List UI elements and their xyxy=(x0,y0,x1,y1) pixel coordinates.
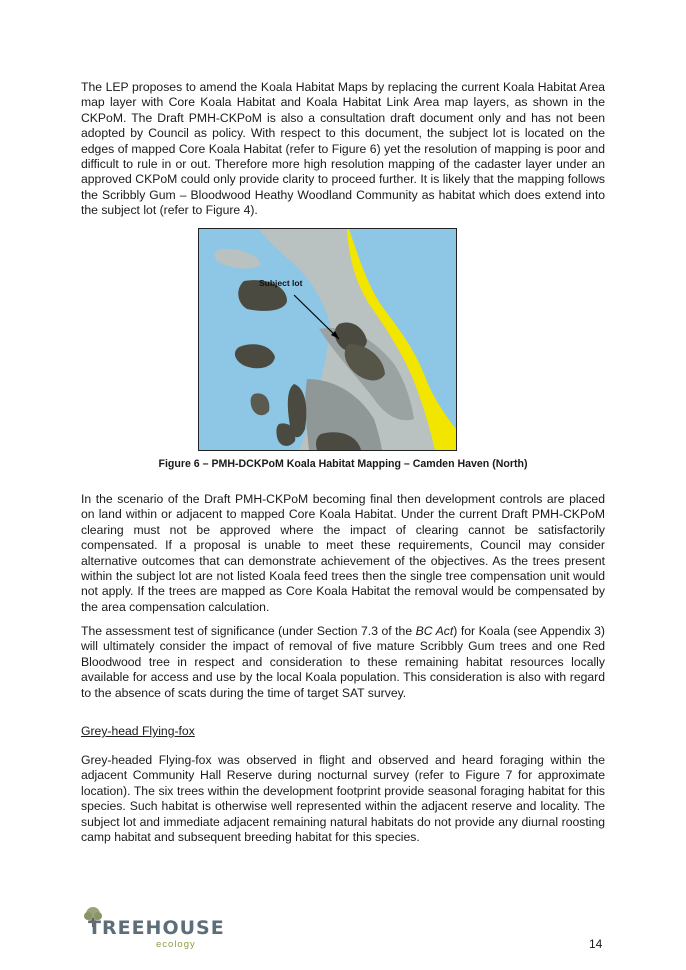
assessment-paragraph xyxy=(81,624,605,701)
map-image xyxy=(199,229,456,450)
logo-subtitle: ecology xyxy=(156,939,196,950)
koala-habitat-map xyxy=(198,228,457,451)
assessment-text-end: ) for Koala (see Appendix 3) will ultimately consider the impact of removal of five mature Scribbly Gum trees and one Red Bloodwood tree in respect and consideration to these remaining habitat resources locally available for access and use by the local Koala population. This consideration is also with regard to the absence of scats during the time of target SAT survey. xyxy=(81,624,605,700)
scenario-paragraph: In the scenario of the Draft PMH-CKPoM becoming final then development controls are placed on land within or adjacent to mapped Core Koala Habitat. Under the current Draft PMH-CKPoM clearing must not be approved where the impact of clearing cannot be satisfactorily compensated. If a proposal is unable to meet these requirements, Council may consider alternative outcomes that can demonstrate achievement of the objectives. As the trees present within the subject lot are not listed Koala feed trees then the single tree compensation unit would not apply. If the trees are mapped as Core Koala Habitat the removal would be compensated by the area compensation calculation. xyxy=(81,492,605,614)
flying-fox-paragraph: Grey-headed Flying-fox was observed in flight and observed and heard foraging within the adjacent Community Hall Reserve during nocturnal survey (refer to Figure 7 for approximate location). The six trees within the development footprint provide seasonal foraging habitat for this species. Such habitat is otherwise well represented within the adjacent reserve and locality. The subject lot and immediate adjacent remaining natural habitats do not provide any diurnal roosting camp habitat and subsequent breeding habitat for this species. xyxy=(81,753,605,845)
assessment-text-start: The assessment test of significance (under Section 7.3 of the xyxy=(81,624,416,638)
bc-act-reference: BC Act xyxy=(415,624,454,638)
logo-wordmark: TREEHOUSE xyxy=(88,917,225,939)
figure-caption: Figure 6 – PMH-DCKPoM Koala Habitat Mapping – Camden Haven (North) xyxy=(158,458,528,470)
treehouse-ecology-logo xyxy=(80,906,230,952)
page-number: 14 xyxy=(589,937,603,951)
subject-lot-label: Subject lot xyxy=(259,278,303,288)
intro-paragraph: The LEP proposes to amend the Koala Habitat Maps by replacing the current Koala Habitat Area map layer with Core Koala Habitat and Koala Habitat Link Area map layers, as shown in the CKPoM. The Draft PMH-CKPoM is also a consultation draft document only and has not been adopted by Council as policy. With respect to this document, the subject lot is located on the edges of mapped Core Koala Habitat (refer to Figure 6) yet the resolution of mapping is poor and difficult to rule in or out. Therefore more high resolution mapping of the cadaster layer under an approved CKPoM could only provide clarity to proceed further. It is likely that the mapping follows the Scribbly Gum – Bloodwood Heathy Woodland Community as habitat which does extend into the subject lot (refer to Figure 4). xyxy=(81,80,605,218)
section-heading: Grey-head Flying-fox xyxy=(81,724,195,738)
